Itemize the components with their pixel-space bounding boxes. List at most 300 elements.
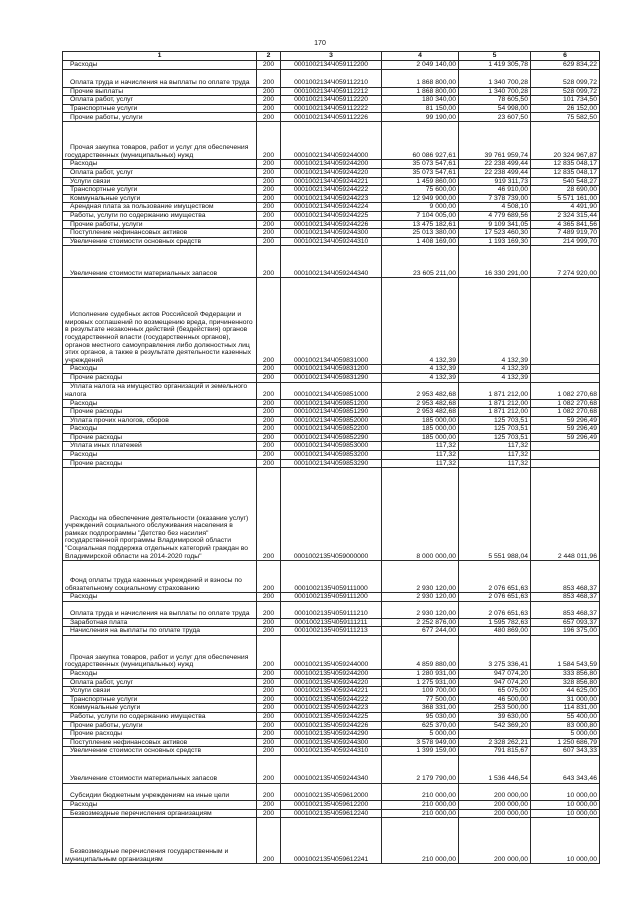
classification-code-cell: 0001002134Ч059831000 [281,278,382,365]
item-name-cell: Расходы [63,451,257,460]
executed-amount-cell: 4 779 689,56 [459,211,531,220]
item-name-cell: Услуги связи [63,177,257,186]
table-row [63,783,600,800]
executed-amount-cell: 200 000,00 [459,818,531,864]
unexecuted-amount-cell: 853 468,37 [531,601,600,618]
approved-amount-cell: 2 049 140,00 [382,61,459,70]
item-name-cell: Услуги связи [63,687,257,696]
line-code-cell: 200 [257,783,281,800]
approved-amount-cell: 2 953 482,68 [382,408,459,417]
item-name-cell: Расходы [63,61,257,70]
approved-amount-cell: 2 252 876,00 [382,618,459,627]
executed-amount-cell: 7 378 739,00 [459,194,531,203]
classification-code-cell: 0001002135Ч059612000 [281,783,382,800]
approved-amount-cell: 2 179 790,00 [382,755,459,783]
table-row [63,194,600,203]
executed-amount-cell: 5 551 988,04 [459,468,531,561]
classification-code-cell: 0001002135Ч059111000 [281,561,382,593]
approved-amount-cell: 677 244,00 [382,627,459,636]
executed-amount-cell: 17 523 460,30 [459,229,531,238]
item-name-cell: Расходы [63,670,257,679]
approved-amount-cell: 4 132,39 [382,278,459,365]
line-code-cell: 200 [257,670,281,679]
table-body [63,61,600,864]
table-row [63,601,600,618]
executed-amount-cell: 200 000,00 [459,783,531,800]
line-code-cell: 200 [257,618,281,627]
classification-code-cell: 0001002134Ч059831290 [281,373,382,382]
classification-code-cell: 0001002134Ч059244221 [281,177,382,186]
item-name-cell: Увеличение стоимости материальных запасов [63,246,257,278]
table-row [63,203,600,212]
line-code-cell: 200 [257,593,281,602]
unexecuted-amount-cell: 1 250 686,79 [531,738,600,747]
approved-amount-cell: 1 868 800,00 [382,87,459,96]
table-row [63,408,600,417]
executed-amount-cell: 125 703,51 [459,425,531,434]
unexecuted-amount-cell: 853 468,37 [531,593,600,602]
item-name-cell: Увеличение стоимости материальных запасов [63,755,257,783]
table-row [63,561,600,593]
item-name-cell: Поступление нефинансовых активов [63,738,257,747]
unexecuted-amount-cell: 26 152,00 [531,104,600,113]
approved-amount-cell: 210 000,00 [382,809,459,818]
item-name-cell: Коммунальные услуги [63,704,257,713]
table-row [63,433,600,442]
item-name-cell: Прочие работы, услуги [63,113,257,122]
classification-code-cell: 0001002135Ч059111211 [281,618,382,627]
approved-amount-cell: 625 370,00 [382,721,459,730]
executed-amount-cell: 125 703,51 [459,433,531,442]
line-code-cell: 200 [257,695,281,704]
approved-amount-cell: 117,32 [382,459,459,468]
item-name-cell: Прочие расходы [63,408,257,417]
executed-amount-cell: 23 607,50 [459,113,531,122]
approved-amount-cell: 4 859 880,00 [382,636,459,670]
classification-code-cell: 0001002134Ч059244220 [281,168,382,177]
unexecuted-amount-cell: 5 000,00 [531,730,600,739]
executed-amount-cell: 2 076 651,63 [459,593,531,602]
classification-code-cell: 0001002135Ч059244222 [281,695,382,704]
table-row [63,278,600,365]
line-code-cell: 200 [257,186,281,195]
table-row [63,122,600,160]
executed-amount-cell: 4 132,39 [459,373,531,382]
classification-code-cell: 0001002134Ч059244000 [281,122,382,160]
classification-code-cell: 0001002135Ч059612200 [281,800,382,809]
table-row [63,442,600,451]
table-row [63,186,600,195]
classification-code-cell: 0001002135Ч059000000 [281,468,382,561]
table-row [63,593,600,602]
table-row [63,416,600,425]
approved-amount-cell: 25 013 380,00 [382,229,459,238]
unexecuted-amount-cell: 7 274 920,00 [531,246,600,278]
approved-amount-cell: 3 578 949,00 [382,738,459,747]
executed-amount-cell: 117,32 [459,459,531,468]
approved-amount-cell: 23 605 211,00 [382,246,459,278]
line-code-cell: 200 [257,194,281,203]
table-row [63,738,600,747]
executed-amount-cell [459,730,531,739]
approved-amount-cell: 210 000,00 [382,783,459,800]
item-name-cell: Начисления на выплаты по оплате труда [63,627,257,636]
unexecuted-amount-cell: 1 082 270,68 [531,382,600,399]
line-code-cell: 200 [257,237,281,246]
executed-amount-cell: 1 595 782,63 [459,618,531,627]
line-code-cell: 200 [257,601,281,618]
unexecuted-amount-cell: 853 468,37 [531,561,600,593]
item-name-cell: Оплата труда и начисления на выплаты по оплате труда [63,601,257,618]
table-row [63,459,600,468]
approved-amount-cell: 12 949 900,00 [382,194,459,203]
item-name-cell: Уплата иных платежей [63,442,257,451]
executed-amount-cell: 919 311,73 [459,177,531,186]
unexecuted-amount-cell: 1 584 543,59 [531,636,600,670]
table-row [63,382,600,399]
unexecuted-amount-cell: 10 000,00 [531,800,600,809]
item-name-cell: Работы, услуги по содержанию имущества [63,713,257,722]
approved-amount-cell: 9 000,00 [382,203,459,212]
executed-amount-cell: 2 076 651,63 [459,601,531,618]
unexecuted-amount-cell: 44 625,00 [531,687,600,696]
unexecuted-amount-cell: 10 000,00 [531,783,600,800]
line-code-cell: 200 [257,373,281,382]
classification-code-cell: 0001002135Ч059612240 [281,809,382,818]
executed-amount-cell: 791 815,67 [459,747,531,756]
approved-amount-cell: 1 408 169,00 [382,237,459,246]
item-name-cell: Транспортные услуги [63,104,257,113]
item-name-cell: Уплата прочих налогов, сборов [63,416,257,425]
table-row [63,730,600,739]
approved-amount-cell: 2 953 482,68 [382,399,459,408]
line-code-cell: 200 [257,627,281,636]
classification-code-cell: 0001002135Ч059244290 [281,730,382,739]
table-row [63,627,600,636]
classification-code-cell: 0001002134Ч059112226 [281,113,382,122]
classification-code-cell: 0001002134Ч059244223 [281,194,382,203]
approved-amount-cell: 2 953 482,68 [382,382,459,399]
line-code-cell: 200 [257,246,281,278]
approved-amount-cell: 60 086 927,61 [382,122,459,160]
line-code-cell: 200 [257,442,281,451]
line-code-cell: 200 [257,636,281,670]
unexecuted-amount-cell [531,373,600,382]
line-code-cell: 200 [257,96,281,105]
classification-code-cell: 0001002135Ч059244300 [281,738,382,747]
table-row [63,721,600,730]
unexecuted-amount-cell: 75 582,50 [531,113,600,122]
line-code-cell: 200 [257,425,281,434]
executed-amount-cell: 1 536 446,54 [459,755,531,783]
classification-code-cell: 0001002134Ч059852200 [281,425,382,434]
table-row [63,220,600,229]
table-row [63,229,600,238]
budget-execution-table [62,51,600,864]
classification-code-cell: 0001002135Ч059111210 [281,601,382,618]
table-row [63,237,600,246]
table-row [63,160,600,169]
classification-code-cell: 0001002134Ч059112212 [281,87,382,96]
unexecuted-amount-cell: 1 082 270,68 [531,408,600,417]
executed-amount-cell: 2 076 651,63 [459,561,531,593]
unexecuted-amount-cell: 59 296,49 [531,425,600,434]
executed-amount-cell: 46 500,00 [459,695,531,704]
line-code-cell: 200 [257,713,281,722]
unexecuted-amount-cell: 12 835 048,17 [531,160,600,169]
table-row [63,104,600,113]
classification-code-cell: 0001002135Ч059244221 [281,687,382,696]
column-header-5: 5 [459,52,531,61]
approved-amount-cell: 4 132,39 [382,373,459,382]
line-code-cell: 200 [257,721,281,730]
line-code-cell: 200 [257,113,281,122]
executed-amount-cell: 54 998,00 [459,104,531,113]
classification-code-cell: 0001002135Ч059244223 [281,704,382,713]
executed-amount-cell: 200 000,00 [459,800,531,809]
classification-code-cell: 0001002134Ч059244340 [281,246,382,278]
item-name-cell: Прочие расходы [63,459,257,468]
unexecuted-amount-cell: 528 099,72 [531,69,600,87]
executed-amount-cell: 4 132,39 [459,365,531,374]
item-name-cell: Увеличение стоимости основных средств [63,237,257,246]
table-row [63,425,600,434]
line-code-cell: 200 [257,61,281,70]
item-name-cell: Субсидии бюджетным учреждениям на иные цели [63,783,257,800]
approved-amount-cell: 210 000,00 [382,818,459,864]
item-name-cell: Заработная плата [63,618,257,627]
classification-code-cell: 0001002135Ч059244225 [281,713,382,722]
line-code-cell: 200 [257,211,281,220]
unexecuted-amount-cell [531,451,600,460]
executed-amount-cell: 200 000,00 [459,809,531,818]
classification-code-cell: 0001002134Ч059112222 [281,104,382,113]
unexecuted-amount-cell: 5 571 161,00 [531,194,600,203]
unexecuted-amount-cell: 114 831,00 [531,704,600,713]
executed-amount-cell: 78 605,50 [459,96,531,105]
executed-amount-cell: 4 508,10 [459,203,531,212]
executed-amount-cell: 542 369,20 [459,721,531,730]
line-code-cell: 200 [257,177,281,186]
executed-amount-cell: 16 330 291,00 [459,246,531,278]
unexecuted-amount-cell [531,278,600,365]
unexecuted-amount-cell: 214 999,70 [531,237,600,246]
line-code-cell: 200 [257,561,281,593]
line-code-cell: 200 [257,408,281,417]
item-name-cell: Прочие расходы [63,433,257,442]
line-code-cell: 200 [257,365,281,374]
classification-code-cell: 0001002135Ч059244310 [281,747,382,756]
item-name-cell: Оплата работ, услуг [63,96,257,105]
line-code-cell: 200 [257,416,281,425]
unexecuted-amount-cell: 101 734,50 [531,96,600,105]
approved-amount-cell: 35 073 547,61 [382,168,459,177]
classification-code-cell: 0001002134Ч059112200 [281,61,382,70]
table-row [63,695,600,704]
unexecuted-amount-cell: 657 093,37 [531,618,600,627]
approved-amount-cell: 95 030,00 [382,713,459,722]
executed-amount-cell: 1 871 212,00 [459,399,531,408]
item-name-cell: Расходы [63,365,257,374]
line-code-cell: 200 [257,168,281,177]
classification-code-cell: 0001002134Ч059851200 [281,399,382,408]
line-code-cell: 200 [257,278,281,365]
item-name-cell: Оплата работ, услуг [63,678,257,687]
table-row [63,211,600,220]
unexecuted-amount-cell: 333 856,80 [531,670,600,679]
unexecuted-amount-cell: 4 365 841,56 [531,220,600,229]
line-code-cell: 200 [257,220,281,229]
table-row [63,365,600,374]
classification-code-cell: 0001002134Ч059244310 [281,237,382,246]
executed-amount-cell: 253 500,00 [459,704,531,713]
unexecuted-amount-cell: 1 082 270,68 [531,399,600,408]
classification-code-cell: 0001002134Ч059244226 [281,220,382,229]
line-code-cell: 200 [257,809,281,818]
item-name-cell: Расходы [63,425,257,434]
table-row [63,818,600,864]
classification-code-cell: 0001002134Ч059853200 [281,451,382,460]
unexecuted-amount-cell [531,459,600,468]
executed-amount-cell: 480 869,00 [459,627,531,636]
unexecuted-amount-cell [531,442,600,451]
line-code-cell: 200 [257,122,281,160]
classification-code-cell: 0001002135Ч059244220 [281,678,382,687]
executed-amount-cell: 22 238 499,44 [459,160,531,169]
classification-code-cell: 0001002135Ч059612241 [281,818,382,864]
executed-amount-cell: 117,32 [459,451,531,460]
executed-amount-cell: 65 075,00 [459,687,531,696]
item-name-cell: Арендная плата за пользование имуществом [63,203,257,212]
approved-amount-cell: 1 868 800,00 [382,69,459,87]
table-row [63,809,600,818]
table-row [63,246,600,278]
approved-amount-cell: 1 459 860,00 [382,177,459,186]
table-row [63,168,600,177]
unexecuted-amount-cell: 328 856,80 [531,678,600,687]
item-name-cell: Поступление нефинансовых активов [63,229,257,238]
unexecuted-amount-cell: 4 491,90 [531,203,600,212]
approved-amount-cell: 185 000,00 [382,433,459,442]
item-name-cell: Транспортные услуги [63,186,257,195]
line-code-cell: 200 [257,87,281,96]
approved-amount-cell: 185 000,00 [382,416,459,425]
item-name-cell: Работы, услуги по содержанию имущества [63,211,257,220]
table-row [63,113,600,122]
unexecuted-amount-cell: 607 343,33 [531,747,600,756]
approved-amount-cell: 117,32 [382,451,459,460]
approved-amount-cell: 2 930 120,00 [382,593,459,602]
unexecuted-amount-cell: 2 324 315,44 [531,211,600,220]
line-code-cell: 200 [257,69,281,87]
approved-amount-cell: 8 000 000,00 [382,468,459,561]
line-code-cell: 200 [257,755,281,783]
classification-code-cell: 0001002134Ч059244224 [281,203,382,212]
table-row [63,636,600,670]
classification-code-cell: 0001002134Ч059853000 [281,442,382,451]
classification-code-cell: 0001002134Ч059244200 [281,160,382,169]
table-row [63,755,600,783]
approved-amount-cell: 81 150,00 [382,104,459,113]
column-header-3: 3 [281,52,382,61]
item-name-cell: Безвозмездные перечисления организациям [63,809,257,818]
unexecuted-amount-cell: 20 324 967,87 [531,122,600,160]
table-row [63,69,600,87]
unexecuted-amount-cell [531,365,600,374]
item-name-cell: Увеличение стоимости основных средств [63,747,257,756]
approved-amount-cell: 99 190,00 [382,113,459,122]
line-code-cell: 200 [257,687,281,696]
table-row [63,687,600,696]
table-header-row [63,52,600,61]
line-code-cell: 200 [257,229,281,238]
item-name-cell: Прочие работы, услуги [63,220,257,229]
classification-code-cell: 0001002134Ч059244222 [281,186,382,195]
executed-amount-cell: 1 193 169,30 [459,237,531,246]
approved-amount-cell: 13 475 182,61 [382,220,459,229]
executed-amount-cell: 1 419 305,78 [459,61,531,70]
executed-amount-cell: 1 340 700,28 [459,69,531,87]
approved-amount-cell: 368 331,00 [382,704,459,713]
unexecuted-amount-cell: 540 548,27 [531,177,600,186]
classification-code-cell: 0001002134Ч059851000 [281,382,382,399]
item-name-cell: Уплата налога на имущество организаций и земельного налога [63,382,257,399]
item-name-cell: Фонд оплаты труда казенных учреждений и взносы по обязательному социальному страхованию [63,561,257,593]
table-row [63,670,600,679]
item-name-cell: Прочие работы, услуги [63,721,257,730]
line-code-cell: 200 [257,382,281,399]
item-name-cell: Транспортные услуги [63,695,257,704]
unexecuted-amount-cell: 28 690,00 [531,186,600,195]
table-row [63,747,600,756]
approved-amount-cell: 7 104 005,00 [382,211,459,220]
classification-code-cell: 0001002134Ч059244300 [281,229,382,238]
table-row [63,96,600,105]
table-row [63,61,600,70]
table-row [63,704,600,713]
line-code-cell: 200 [257,738,281,747]
table-row [63,678,600,687]
unexecuted-amount-cell: 10 000,00 [531,818,600,864]
executed-amount-cell: 947 074,20 [459,678,531,687]
approved-amount-cell: 1 275 931,00 [382,678,459,687]
unexecuted-amount-cell: 10 000,00 [531,809,600,818]
classification-code-cell: 0001002135Ч059244000 [281,636,382,670]
classification-code-cell: 0001002135Ч059244200 [281,670,382,679]
line-code-cell: 200 [257,451,281,460]
item-name-cell: Прочая закупка товаров, работ и услуг для обеспечения государственных (муниципальных) нужд [63,122,257,160]
unexecuted-amount-cell: 59 296,49 [531,433,600,442]
column-header-1: 1 [63,52,257,61]
item-name-cell: Оплата труда и начисления на выплаты по оплате труда [63,69,257,87]
approved-amount-cell: 1 399 159,00 [382,747,459,756]
approved-amount-cell: 35 073 547,61 [382,160,459,169]
line-code-cell: 200 [257,468,281,561]
item-name-cell: Расходы [63,160,257,169]
column-header-2: 2 [257,52,281,61]
line-code-cell: 200 [257,800,281,809]
table-row [63,713,600,722]
line-code-cell: 200 [257,678,281,687]
executed-amount-cell: 3 275 336,41 [459,636,531,670]
line-code-cell: 200 [257,203,281,212]
classification-code-cell: 0001002135Ч059111213 [281,627,382,636]
item-name-cell: Расходы [63,399,257,408]
line-code-cell: 200 [257,730,281,739]
executed-amount-cell: 1 871 212,00 [459,408,531,417]
line-code-cell: 200 [257,704,281,713]
item-name-cell: Расходы на обеспечение деятельности (оказание услуг) учреждений социального обслуживания населения в рамках подпрограммы "Детство без насилия" государственной программы Владимирской области "Социальная поддержка отдельных категорий граждан во Владимирской области на 2014-2020 годы" [63,468,257,561]
